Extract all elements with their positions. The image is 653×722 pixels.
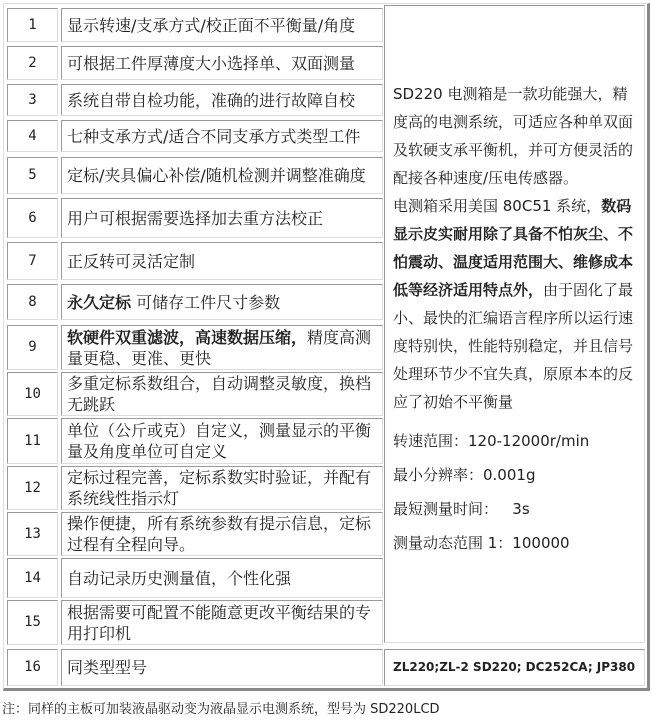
row-number: 14 bbox=[7, 558, 58, 598]
feature-label: 精度高测量更稳、更准、更快 bbox=[67, 327, 372, 368]
feature-label: 显示转速/支承方式/校正面不平衡量/角度 bbox=[67, 15, 356, 35]
feature-cell bbox=[61, 46, 383, 80]
feature-bold: 软硬件双重滤波，高速数据压缩， bbox=[67, 327, 308, 347]
feature-text bbox=[67, 165, 366, 186]
feature-text bbox=[67, 90, 355, 111]
row-number: 7 bbox=[7, 242, 58, 280]
feature-label: 操作便捷，所有系统参数有提示信息，定标过程有全程向导。 bbox=[67, 514, 372, 554]
row-number: 12 bbox=[7, 466, 58, 510]
feature-bold: 永久定标 bbox=[67, 292, 132, 312]
feature-label: 可储存工件尺寸参数 bbox=[131, 292, 281, 312]
feature-cell bbox=[61, 84, 383, 116]
feature-label: 多重定标系数组合，自动调整灵敏度，换档无跳跃 bbox=[67, 374, 372, 414]
feature-cell bbox=[61, 8, 383, 42]
row-number: 9 bbox=[7, 325, 58, 370]
row-number: 11 bbox=[7, 418, 58, 464]
feature-cell bbox=[61, 284, 383, 320]
row-number: 4 bbox=[7, 120, 58, 152]
feature-cell bbox=[61, 512, 383, 556]
feature-text bbox=[67, 420, 377, 462]
feature-text bbox=[67, 327, 377, 369]
feature-label: 定标/夹具偏心补偿/随机检测并调整准确度 bbox=[67, 166, 366, 185]
feature-label: 根据需要可配置不能随意更改平衡结果的专用打印机 bbox=[67, 602, 372, 643]
feature-cell bbox=[61, 120, 383, 152]
desc-text: 由于固化了最小、最快的汇编语言程序所以运行速度特别快，性能特别稳定，并且信号处理环节少不宜失真，原原本本的反应了初始不平衡量 bbox=[393, 281, 634, 411]
feature-text bbox=[67, 208, 323, 229]
spec-resolution: 最小分辨率：0.001g bbox=[393, 466, 536, 484]
row-number: 5 bbox=[7, 157, 58, 194]
feature-cell bbox=[61, 558, 383, 598]
feature-text bbox=[67, 126, 360, 147]
spec-range: 测量动态范围 1：100000 bbox=[393, 534, 570, 552]
feature-text bbox=[67, 467, 377, 509]
feature-cell bbox=[61, 649, 383, 686]
row-number: 8 bbox=[7, 284, 58, 320]
desc-bold: 数码显示皮实耐用除了具备不怕灰尘、不怕震动、温度适用范围大、维修成本低等经济适用特点外， bbox=[393, 197, 634, 299]
feature-label: 可根据工件厚薄度大小选择单、双面测量 bbox=[67, 53, 356, 73]
feature-cell bbox=[61, 466, 383, 510]
footnote: 注：同样的主板可加装液晶驱动变为液晶显示电测系统，型号为 SD220LCD bbox=[2, 702, 440, 717]
feature-label: 七种支承方式/适合不同支承方式类型工件 bbox=[67, 126, 361, 146]
feature-cell bbox=[61, 418, 383, 464]
spec-speed: 转速范围：120-12000r/min bbox=[393, 432, 590, 450]
feature-label: 定标过程完善，定标系数实时验证，并配有系统线性指示灯 bbox=[67, 468, 372, 508]
feature-text bbox=[67, 513, 377, 555]
feature-cell bbox=[61, 157, 383, 194]
feature-label: 自动记录历史测量值，个性化强 bbox=[67, 568, 292, 588]
feature-label: 用户可根据需要选择加去重方法校正 bbox=[67, 208, 324, 228]
feature-text bbox=[67, 568, 291, 589]
row-number: 3 bbox=[7, 84, 58, 116]
row-number: 1 bbox=[7, 8, 58, 42]
feature-cell bbox=[61, 325, 383, 370]
desc-paragraph-2 bbox=[393, 192, 636, 416]
row-number: 13 bbox=[7, 512, 58, 556]
spec-time: 最短测量时间： 3s bbox=[393, 500, 530, 518]
feature-text bbox=[67, 373, 377, 415]
description-cell bbox=[384, 5, 645, 643]
feature-text bbox=[67, 251, 195, 272]
feature-label: 同类型型号 bbox=[67, 658, 148, 677]
desc-paragraph-1: SD220 电测箱是一款功能强大，精度高的电测系统，可适应各种单双面及软硬支承平衡机，并可方便灵活的配接各种速度/压电传感器。 bbox=[393, 85, 634, 187]
row-number: 6 bbox=[7, 198, 58, 238]
row-number: 10 bbox=[7, 372, 58, 416]
feature-text bbox=[67, 53, 355, 74]
feature-cell bbox=[61, 198, 383, 238]
feature-label: 单位（公斤或克）自定义，测量显示的平衡量及角度单位可自定义 bbox=[67, 421, 372, 461]
feature-text bbox=[67, 602, 377, 644]
feature-label: 系统自带自检功能，准确的进行故障自校 bbox=[67, 90, 356, 110]
models-cell: ZL220;ZL-2 SD220; DC252CA; JP380 bbox=[384, 649, 645, 686]
feature-cell bbox=[61, 242, 383, 280]
row-number: 15 bbox=[7, 600, 58, 645]
row-number: 16 bbox=[7, 649, 58, 686]
row-number: 2 bbox=[7, 46, 58, 80]
feature-label: 正反转可灵活定制 bbox=[67, 251, 196, 271]
desc-text: 电测箱采用美国 80C51 系统， bbox=[393, 197, 602, 215]
feature-text bbox=[67, 292, 280, 313]
feature-cell bbox=[61, 600, 383, 645]
feature-text bbox=[67, 657, 147, 678]
feature-text bbox=[67, 15, 355, 36]
feature-cell bbox=[61, 372, 383, 416]
